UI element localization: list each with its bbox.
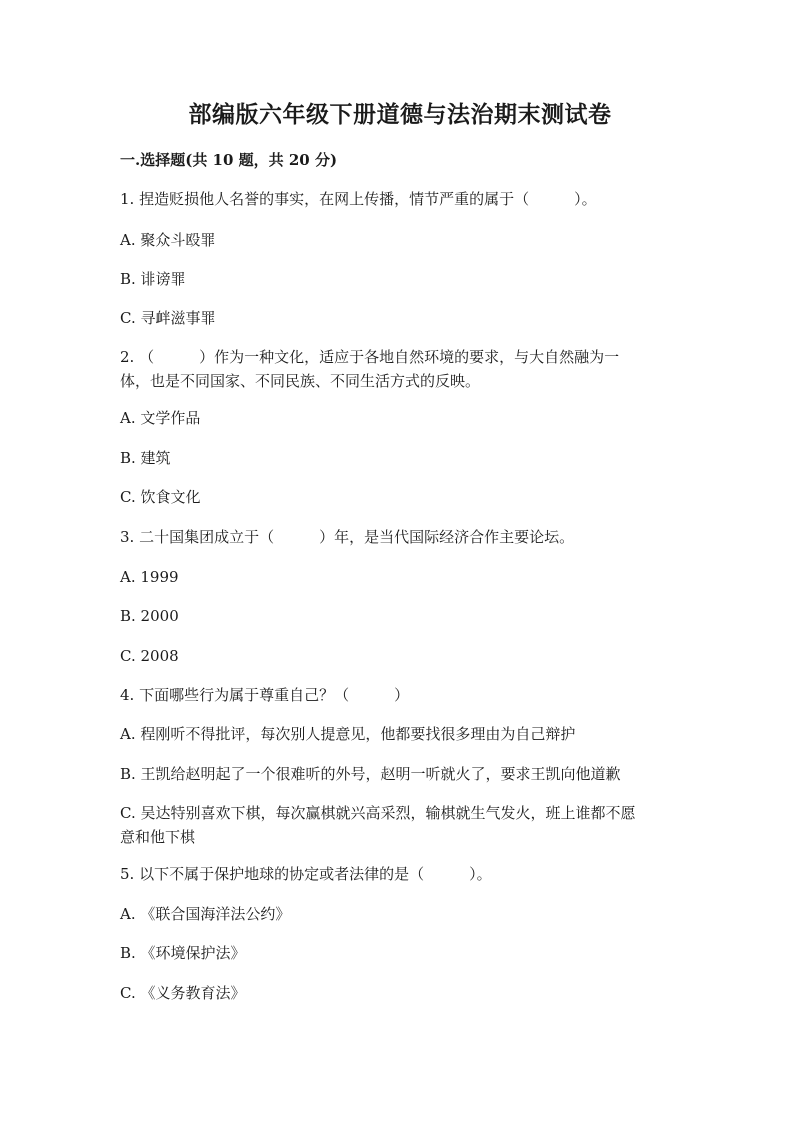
question-2-stem-line-2: 体，也是不同国家、不同民族、不同生活方式的反映。 <box>120 372 481 390</box>
question-3-option-b: B. 2000 <box>120 607 179 625</box>
page-title: 部编版六年级下册道德与法治期末测试卷 <box>188 101 612 128</box>
question-2-option-b: B. 建筑 <box>120 449 171 467</box>
section-heading: 一.选择题(共 10 题，共 20 分) <box>120 151 338 169</box>
question-3-option-c: C. 2008 <box>120 647 179 665</box>
question-4-option-a: A. 程刚听不得批评，每次别人提意见，他都要找很多理由为自己辩护 <box>120 725 576 743</box>
question-5-option-a: A. 《联合国海洋法公约》 <box>120 905 291 923</box>
question-2-option-a: A. 文学作品 <box>120 409 201 427</box>
question-4-option-c-line-2: 意和他下棋 <box>120 828 196 846</box>
question-2-stem-line-1: 2. （ ）作为一种文化，适应于各地自然环境的要求，与大自然融为一 <box>120 348 620 366</box>
question-1-option-c: C. 寻衅滋事罪 <box>120 309 216 327</box>
question-5-option-b: B. 《环境保护法》 <box>120 944 246 962</box>
question-1-option-a: A. 聚众斗殴罪 <box>120 231 216 249</box>
question-2-option-c: C. 饮食文化 <box>120 488 201 506</box>
question-4-option-c-line-1: C. 吴达特别喜欢下棋，每次赢棋就兴高采烈，输棋就生气发火，班上谁都不愿 <box>120 804 636 822</box>
question-5-option-c: C. 《义务教育法》 <box>120 984 246 1002</box>
question-4-option-b: B. 王凯给赵明起了一个很难听的外号，赵明一听就火了，要求王凯向他道歉 <box>120 765 621 783</box>
question-3-stem: 3. 二十国集团成立于（ ）年，是当代国际经济合作主要论坛。 <box>120 528 575 546</box>
question-5-stem: 5. 以下不属于保护地球的协定或者法律的是（ ）。 <box>120 865 492 883</box>
question-3-option-a: A. 1999 <box>120 568 179 586</box>
question-1-option-b: B. 诽谤罪 <box>120 270 186 288</box>
question-4-stem: 4. 下面哪些行为属于尊重自己？（ ） <box>120 686 410 704</box>
question-1-stem: 1. 捏造贬损他人名誉的事实，在网上传播，情节严重的属于（ ）。 <box>120 190 597 208</box>
